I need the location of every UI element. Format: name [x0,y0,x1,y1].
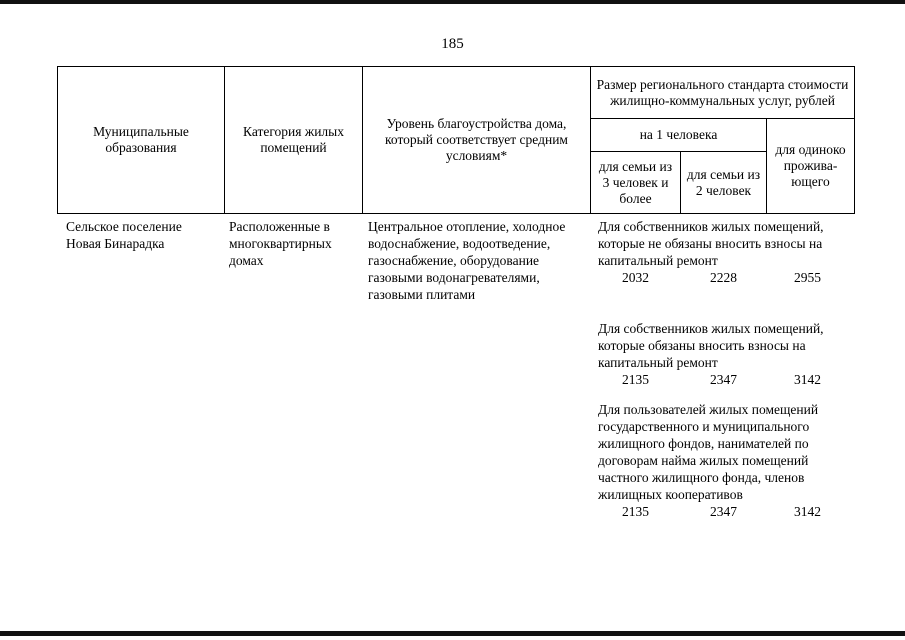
value-family3: 2135 [622,372,649,387]
header-family3: для семьи из 3 человек и более [591,152,681,214]
header-single: для одиноко прожива-ющего [767,119,855,214]
cell-level: Центральное отопление, холодное водоснабжение, водоотведение, газоснабжение, оборудование газовыми водонагревателями, газовыми плитами [368,219,566,302]
value-single: 3142 [794,504,821,519]
header-standard: Размер регионального стандарта стоимости жилищно-коммунальных услуг, рублей [591,67,855,119]
header-level: Уровень благоустройства дома, который соответствует средним условиям* [363,67,591,214]
value-single: 3142 [794,372,821,387]
value-family2: 2347 [710,372,737,387]
value-family3: 2032 [622,270,649,285]
group-owners-no-repair [598,218,854,286]
group-description: Для собственников жилых помещений, которые не обязаны вносить взносы на капитальный ремонт [598,219,824,268]
header-municipality: Муниципальные образования [58,67,225,214]
table-header [57,66,855,214]
header-family2: для семьи из 2 человек [681,152,767,214]
value-family2: 2228 [710,270,737,285]
value-family3: 2135 [622,504,649,519]
value-single: 2955 [794,270,821,285]
top-border-line [0,0,905,4]
header-per-person: на 1 человека [591,119,767,152]
value-family2: 2347 [710,504,737,519]
page-number: 185 [441,36,464,52]
group-users-tenants [598,401,854,520]
group-description: Для пользователей жилых помещений государственного и муниципального жилищного фондов, нанимателей по договорам найма жилых помещений частного жилищного фонда, членов жилищных кооперативов [598,402,819,502]
group-description: Для собственников жилых помещений, которые обязаны вносить взносы на капитальный ремонт [598,321,824,370]
header-category: Категория жилых помещений [225,67,363,214]
bottom-border-line [0,631,905,636]
cell-category: Расположенные в многоквартирных домах [229,219,332,268]
group-owners-with-repair [598,320,854,388]
cell-municipality: Сельское поселение Новая Бинарадка [66,219,182,251]
